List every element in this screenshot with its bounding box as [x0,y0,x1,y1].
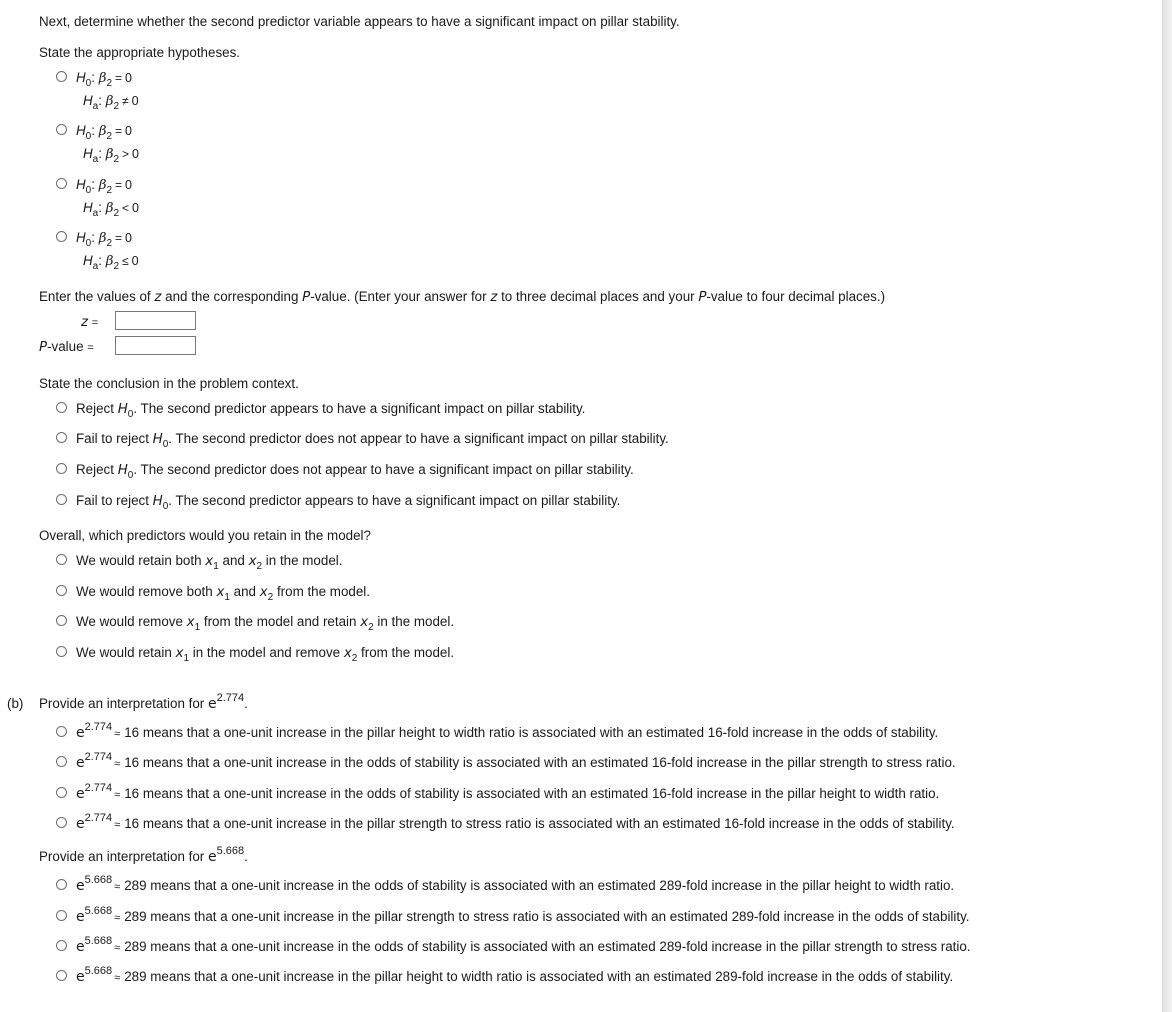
x1-subscript: 1 [194,622,201,633]
approx-sign: ≈ [114,881,121,893]
interp1-option-4 [76,812,955,832]
ha-subscript: a [92,208,99,219]
ha-symbol: H [83,253,93,268]
conclusion-radio-3[interactable] [56,463,67,474]
exponent: 2.774 [216,692,245,704]
ha-operator: < [122,201,130,215]
exponent: 2.774 [84,751,113,763]
prompt-text: to three decimal places and your [497,289,699,304]
exponent: 5.668 [216,845,245,857]
conclusion-prompt: State the conclusion in the problem context. [39,376,299,391]
retain-option-4 [76,645,455,664]
h0-line-4: $H_0$: $\beta_2 = 0$ [76,230,132,249]
beta-subscript: 2 [113,101,119,112]
beta-symbol: β [98,124,107,139]
equals-sign: = [91,317,99,329]
retain-prompt: Overall, which predictors would you retain in the model? [39,528,371,543]
ha-line-4: $H_a$: $\beta_2 \le 0$ [83,253,139,272]
period: . [244,696,248,711]
retain-radio-3[interactable] [56,615,67,626]
interp1-option-2 [76,751,956,771]
interp2-radio-3[interactable] [56,940,67,951]
h0-symbol: H [76,123,86,138]
ha-line-2: $H_a$: $\beta_2 > 0$ [83,146,139,165]
conclusion-text: . The second predictor appears to have a significant impact on pillar stability. [133,401,586,416]
interp-text: 289 means that a one-unit increase in the pillar height to width ratio is associated with an estimated 289-fold increase in the odds of stability. [124,969,954,984]
hypothesis-radio-2[interactable] [56,124,67,135]
h0-line-3: $H_0$: $\beta_2 = 0$ [76,177,132,196]
conclusion-pre: Fail to reject [76,431,153,446]
interp2-option-4 [76,965,954,985]
conclusion-option-3 [76,462,634,481]
p-var: P [302,290,311,305]
retain-radio-1[interactable] [56,554,67,565]
exponent: 5.668 [84,935,113,947]
x1-subscript: 1 [183,653,189,664]
x1-subscript: 1 [224,592,230,603]
interp-text: 16 means that a one-unit increase in the pillar strength to stress ratio is associated with an estimated 16-fold increase in the odds of stability. [124,816,955,831]
beta-symbol: β [105,147,114,162]
retain-text: from the model and retain [200,614,361,629]
retain-text: in the model. [373,614,455,629]
interp1-radio-1[interactable] [56,726,67,737]
retain-option-3 [76,614,455,633]
z-input[interactable] [115,311,196,330]
beta-symbol: β [98,71,107,86]
ha-value: 0 [132,147,139,161]
h0-symbol: H [152,432,163,447]
e-base: e [76,909,85,925]
h0-subscript: 0 [162,439,169,450]
approx-sign: ≈ [114,728,121,740]
ha-symbol: H [83,200,93,215]
h0-symbol: H [117,402,128,417]
beta-subscript: 2 [113,154,119,165]
exponent: 2.774 [84,721,113,733]
h0-operator: = [115,178,123,192]
part-b-prompt-1 [39,692,248,712]
e-base: e [76,939,85,955]
x2-subscript: 2 [351,653,358,664]
retain-text: We would remove [76,614,187,629]
interp1-option-1 [76,721,939,741]
interp2-radio-2[interactable] [56,910,67,921]
conclusion-radio-1[interactable] [56,402,67,413]
conclusion-option-4 [76,493,621,512]
p-value-input[interactable] [115,336,196,355]
ha-symbol: H [83,146,93,161]
ha-line-3: $H_a$: $\beta_2 < 0$ [83,200,139,219]
hypothesis-radio-1[interactable] [56,71,67,82]
ha-operator: ≠ [122,94,129,108]
x2-subscript: 2 [368,622,374,633]
h0-subscript: 0 [85,185,92,196]
e-base: e [76,725,85,741]
beta-subscript: 2 [106,185,112,196]
conclusion-text: . The second predictor appears to have a significant impact on pillar stability. [168,493,621,508]
beta-subscript: 2 [113,261,119,272]
interp1-radio-2[interactable] [56,756,67,767]
prompt-text: Provide an interpretation for [39,696,208,711]
exponent: 2.774 [84,812,113,824]
x1-var: x [216,585,225,600]
approx-sign: ≈ [114,942,121,954]
enter-values-prompt [39,289,885,305]
period: . [244,849,248,864]
e-base: e [76,786,85,802]
conclusion-pre: Fail to reject [76,493,153,508]
h0-value: 0 [125,231,132,245]
interp2-option-3 [76,935,971,955]
h0-operator: = [115,124,123,138]
h0-symbol: H [117,463,128,478]
e-base: e [207,849,217,865]
e-base: e [76,878,85,894]
beta-subscript: 2 [113,208,119,219]
hypotheses-prompt: State the appropriate hypotheses. [39,45,240,60]
z-label [81,314,98,330]
conclusion-option-2 [76,431,669,450]
beta-symbol: β [98,178,107,193]
h0-symbol: H [76,70,86,85]
ha-operator: > [122,147,130,161]
approx-sign: ≈ [114,972,121,984]
beta-symbol: β [98,231,107,246]
h0-subscript: 0 [127,470,134,481]
h0-symbol: H [152,494,163,509]
retain-radio-4[interactable] [56,646,67,657]
h0-subscript: 0 [85,131,92,142]
ha-subscript: a [92,154,99,165]
h0-subscript: 0 [85,238,92,249]
p-value-label [39,339,94,355]
intro-text: Next, determine whether the second predictor variable appears to have a significant impact on pillar stability. [39,14,680,29]
equals-sign: = [87,342,94,354]
ha-value: 0 [131,94,139,108]
ha-value: 0 [131,254,139,268]
h0-subscript: 0 [127,409,134,420]
interp2-option-2 [76,905,970,925]
conclusion-option-1 [76,401,586,420]
prompt-text: -value. (Enter your answer for [310,289,491,304]
x1-var: x [186,615,195,630]
retain-text: from the model. [357,645,455,660]
conclusion-text: . The second predictor does not appear to have a significant impact on pillar stability. [168,431,669,446]
retain-text: and [218,553,249,568]
retain-radio-2[interactable] [56,585,67,596]
retain-text: We would remove both [76,584,217,599]
exponent: 5.668 [84,905,113,917]
z-var: z [81,315,89,330]
x2-var: x [259,585,268,600]
x2-subscript: 2 [267,592,274,603]
interp2-radio-1[interactable] [56,879,67,890]
x2-var: x [343,646,352,661]
conclusion-radio-2[interactable] [56,432,67,443]
conclusion-text: . The second predictor does not appear to have a significant impact on pillar stability. [133,462,634,477]
beta-subscript: 2 [106,131,112,142]
beta-subscript: 2 [106,238,112,249]
h0-operator: = [115,71,123,85]
interp2-radio-4[interactable] [56,970,67,981]
prompt-text: Provide an interpretation for [39,849,208,864]
exponent: 2.774 [84,782,113,794]
p-var: P [39,340,48,355]
interp-text: 16 means that a one-unit increase in the odds of stability is associated with an estimated 16-fold increase in the pillar height to width ratio. [124,786,940,801]
p-var: P [698,290,707,305]
part-b-prompt-2 [39,845,248,865]
beta-subscript: 2 [106,78,112,89]
h0-value: 0 [125,71,132,85]
prompt-text: Enter the values of [39,289,155,304]
z-var: z [490,290,498,305]
conclusion-pre: Reject [76,462,118,477]
conclusion-pre: Reject [76,401,118,416]
exponent: 5.668 [84,965,113,977]
approx-sign: ≈ [114,758,121,770]
ha-subscript: a [92,261,99,272]
retain-text: We would retain [76,645,176,660]
interp-text: 16 means that a one-unit increase in the pillar height to width ratio is associated with an estimated 16-fold increase in the odds of stability. [124,725,939,740]
h0-symbol: H [76,177,86,192]
e-base: e [76,755,85,771]
h0-value: 0 [125,124,132,138]
scrollbar-edge [1162,0,1172,1012]
e-base: e [76,816,85,832]
ha-symbol: H [83,93,93,108]
h0-subscript: 0 [162,501,169,512]
x1-subscript: 1 [213,561,219,572]
e-base: e [76,969,85,985]
z-var: z [154,290,162,305]
ha-value: 0 [132,201,139,215]
x2-var: x [360,615,369,630]
retain-text: from the model. [273,584,370,599]
interp-text: 16 means that a one-unit increase in the odds of stability is associated with an estimated 16-fold increase in the pillar strength to stress ratio. [124,755,956,770]
approx-sign: ≈ [114,819,121,831]
h0-operator: = [115,231,123,245]
hypothesis-radio-3[interactable] [56,178,67,189]
retain-text: in the model and remove [189,645,344,660]
h0-subscript: 0 [85,78,92,89]
retain-text: in the model. [262,553,343,568]
x1-var: x [175,646,184,661]
interp2-option-1 [76,874,955,894]
interp-text: 289 means that a one-unit increase in the odds of stability is associated with an estimated 289-fold increase in the pillar height to width ratio. [124,878,955,893]
x2-subscript: 2 [256,561,263,572]
p-rest: -value [47,339,84,354]
hypothesis-radio-4[interactable] [56,231,67,242]
h0-line-1: $H_0$: $\beta_2 = 0$ [76,70,132,89]
part-b-label: (b) [7,696,24,711]
interp1-option-3 [76,782,940,802]
interp-text: 289 means that a one-unit increase in the pillar strength to stress ratio is associated with an estimated 289-fold increase in the odds of stability. [124,909,970,924]
retain-option-2 [76,584,370,603]
approx-sign: ≈ [114,789,121,801]
retain-option-1 [76,553,343,572]
beta-symbol: β [105,254,114,269]
ha-line-1: $H_a$: $\beta_2 \ne 0$ [83,93,139,112]
h0-line-2: $H_0$: $\beta_2 = 0$ [76,123,132,142]
prompt-text: -value to four decimal places.) [706,289,886,304]
retain-text: and [229,584,260,599]
x2-var: x [248,554,257,569]
retain-text: We would retain both [76,553,206,568]
ha-subscript: a [92,101,99,112]
ha-operator: ≤ [122,254,129,268]
h0-symbol: H [76,230,86,245]
approx-sign: ≈ [114,912,121,924]
interp-text: 289 means that a one-unit increase in the odds of stability is associated with an estimated 289-fold increase in the pillar strength to stress ratio. [124,939,971,954]
x1-var: x [205,554,214,569]
h0-value: 0 [125,178,132,192]
e-base: e [207,696,217,712]
beta-symbol: β [105,201,114,216]
conclusion-radio-4[interactable] [56,494,67,505]
prompt-text: and the corresponding [161,289,303,304]
exponent: 5.668 [84,874,113,886]
beta-symbol: β [105,94,114,109]
interp1-radio-4[interactable] [56,817,67,828]
interp1-radio-3[interactable] [56,787,67,798]
